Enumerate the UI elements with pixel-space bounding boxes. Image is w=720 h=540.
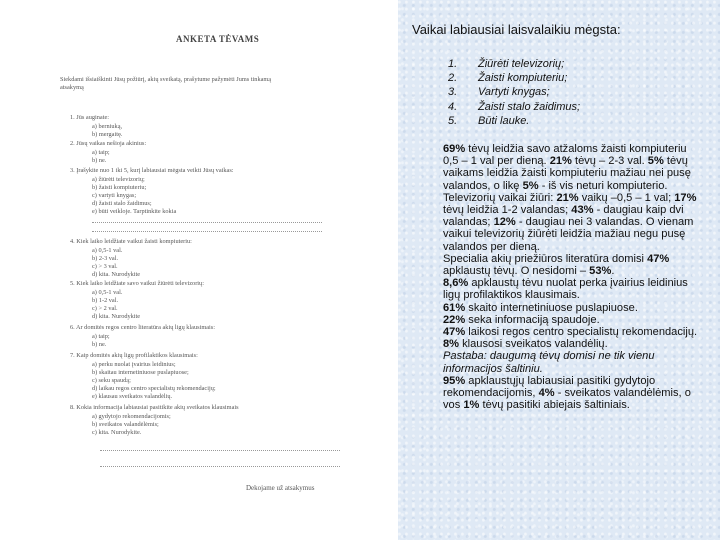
answer-line: b) skaitau internetiniuose puslapiuose; — [92, 369, 189, 376]
answer-line: a) 0,5-1 val. — [92, 247, 123, 254]
specialists-paragraph: 47% laikosi regos centro specialistų rekomendacijų. — [443, 326, 698, 339]
answer-line: d) kita. Nurodykite — [92, 271, 141, 278]
answer-line: a) berniuką, — [92, 123, 123, 130]
press-paragraph: 22% seka informaciją spaudoje. — [443, 313, 600, 326]
answer-line: d) laikau regos centro specialistų rekomendacijų; — [92, 385, 216, 392]
blank-line — [92, 231, 322, 232]
answer-line: e) klausau sveikatos valandėlių. — [92, 393, 173, 400]
health-hours-paragraph: 8% klausosi sveikatos valandėlių. — [443, 338, 608, 351]
answer-line: a) taip; — [92, 149, 110, 156]
answer-line: a) perku nuolat įvairius leidinius; — [92, 361, 176, 368]
answer-line: b) sveikatos valandėlėmis; — [92, 421, 159, 428]
list-item — [448, 85, 580, 99]
answer-line: b) žaisti kompiuteriu; — [92, 184, 147, 191]
thanks-text: Dekojame už atsakymus — [246, 484, 315, 492]
list-number: 4. — [448, 100, 458, 113]
answer-line: a) 0,5-1 val. — [92, 289, 123, 296]
trust-paragraph: 95% apklaustųjų labiausiai pasitiki gydytojo rekomendacijomis, 4% - sveikatos valandėlėmis, o vos 1% tėvų pasitiki abiejais šaltiniais. — [443, 374, 691, 412]
list-text: Žaisti kompiuteriu; — [478, 72, 568, 85]
survey-results — [443, 143, 705, 411]
tv-time-paragraph: Televizorių vaikai žiūri: 21% vaikų –0,5 – 1 val; 17% tėvų leidžia 1-2 valandas; 43% - daugiau kaip dvi valandas; 12% - daugiau nei 3 valandas. O vienam vaikui televizorių žiūrėti leidžia mažiau negu pusę valandos per dieną. — [443, 191, 697, 253]
list-text: Žaisti stalo žaidimus; — [478, 100, 581, 113]
list-item — [448, 100, 580, 114]
answer-line: b) ne. — [92, 157, 107, 164]
leisure-list — [448, 57, 580, 128]
note-paragraph: Pastaba: daugumą tėvų domisi ne tik vienu informacijos šaltiniu. — [443, 350, 655, 375]
computer-time-paragraph: 69% tėvų leidžia savo atžaloms žaisti kompiuteriu 0,5 – 1 val per dieną. 21% tėvų – 2-3 val. 5% tėvų vaikams leidžia žaisti kompiuteriu mažiau nei pusę valandos, o likę 5% - iš vis neturi kompiuterio. — [443, 143, 691, 192]
blank-line — [100, 466, 340, 467]
list-text: Žiūrėti televizorių; — [478, 58, 565, 70]
publications-paragraph: 8,6% apklaustų tėvu nuolat perka įvairius leidinius ligų profilaktikos klausimais. — [443, 277, 688, 302]
answer-line: c) kita. Nurodykite. — [92, 429, 142, 436]
answer-line: c) > 2 val. — [92, 305, 118, 312]
blank-line — [92, 222, 322, 223]
answer-line: b) ne. — [92, 341, 107, 348]
question-line: 7. Kaip domitės akių ligų profilaktikos klausimais: — [70, 352, 198, 359]
list-text: Būti lauke. — [478, 114, 530, 127]
question-line: 8. Kokia informacija labiausiai pasitikite akių sveikatos klausimais — [70, 404, 239, 411]
answer-line: c) > 3 val. — [92, 263, 118, 270]
list-number: 5. — [448, 114, 458, 127]
question-line: 1. Jūs auginate: — [70, 114, 109, 121]
answer-line: c) seku spaudą; — [92, 377, 131, 384]
question-line: 4. Kiek laiko leidžiate vaikui žaisti kompiuteriu: — [70, 238, 192, 245]
question-line: 2. Jūsų vaikas nešioja akinius: — [70, 140, 147, 147]
list-number: 1. — [448, 58, 458, 70]
blank-line — [100, 450, 340, 451]
list-number: 3. — [448, 86, 458, 99]
answer-line: d) žaisti stalo žaidimus; — [92, 200, 152, 207]
answer-line: b) mergaitę. — [92, 131, 123, 138]
questionnaire-intro-cont: atsakymą — [60, 84, 84, 91]
answer-line: a) žiūrėti televizorių; — [92, 176, 145, 183]
answer-line: a) taip; — [92, 333, 110, 340]
list-item — [448, 57, 580, 71]
question-line: 5. Kiek laiko leidžiate savo vaikui žiūrėti televizorių: — [70, 280, 204, 287]
answer-line: b) 2-3 val. — [92, 255, 119, 262]
literature-paragraph: Specialia akių priežiūros literatūra domisi 47% apklaustų tėvų. O nesidomi – 53%. — [443, 252, 670, 278]
question-line: 6. Ar domitės regos centro literatūra akių ligų klausimais: — [70, 324, 215, 331]
slide-title: Vaikai labiausiai laisvalaikiu mėgsta: — [412, 22, 621, 37]
answer-line: a) gydytojo rekomendacijomis; — [92, 413, 171, 420]
internet-paragraph: 61% skaito internetiniuose puslapiuose. — [443, 301, 638, 314]
list-number: 2. — [448, 72, 458, 85]
answer-line: b) 1-2 val. — [92, 297, 119, 304]
answer-line: c) vartyti knygas; — [92, 192, 137, 199]
questionnaire-intro: Siekdami išsiaiškinti Jūsų požiūrį, akių sveikatą, prašytume pažymėti Jums tinkamą — [60, 76, 272, 83]
question-line: 3. Įrašykite nuo 1 iki 5, kurį labiausiai mėgsta veikti Jūsų vaikas: — [70, 167, 234, 174]
questionnaire-title: ANKETA TĖVAMS — [176, 34, 260, 44]
list-text: Vartyti knygas; — [478, 86, 550, 99]
list-item — [448, 114, 580, 128]
answer-line: d) kita. Nurodykite — [92, 313, 141, 320]
list-item — [448, 71, 580, 85]
answer-line: e) būti veikloje. Tarptinkite kokia — [92, 208, 177, 215]
